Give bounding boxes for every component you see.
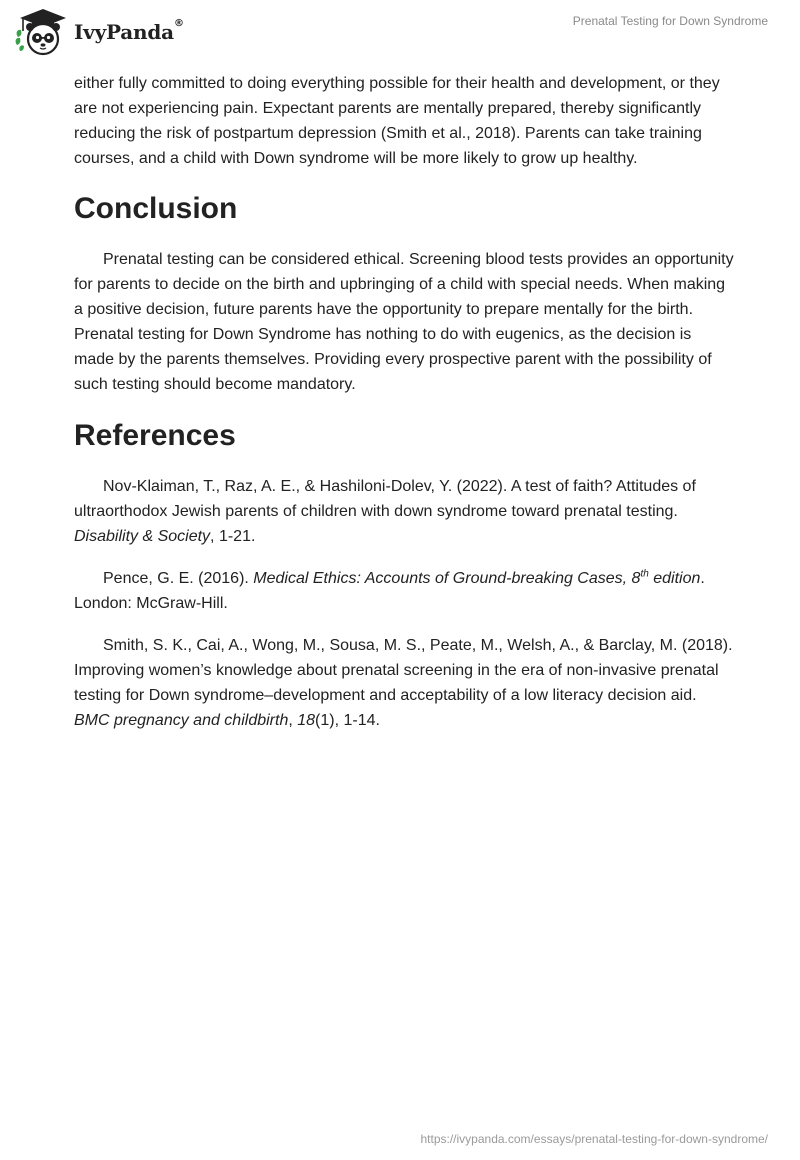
reference-item: [74, 633, 734, 733]
reference-rest: (1), 1-14.: [315, 712, 380, 729]
intro-paragraph: either fully committed to doing everything possible for their health and development, or they are not experiencing pain. Expectant parents are mentally prepared, thereby significantly reducing the risk of postpartum depression (Smith et al., 2018). Parents can take training courses, and a child with Down syndrome will be more likely to grow up healthy.: [74, 75, 720, 167]
conclusion-heading: Conclusion: [74, 192, 238, 225]
logo-wordmark: IvyPanda®: [74, 18, 184, 44]
reference-rest: . London: McGraw-Hill.: [74, 570, 705, 612]
reference-volume: 18: [297, 712, 316, 729]
reference-superscript: th: [640, 568, 649, 580]
references-heading: References: [74, 419, 236, 452]
reference-rest: , 1-21.: [210, 528, 256, 545]
reference-source: Medical Ethics: Accounts of Ground-breaking Cases, 8: [253, 570, 641, 587]
ivypanda-logo[interactable]: [14, 7, 184, 57]
reference-item: [74, 474, 734, 549]
registered-mark: ®: [173, 18, 184, 29]
reference-source: BMC pregnancy and childbirth: [74, 712, 289, 729]
reference-source-tail: edition: [648, 570, 701, 587]
page-header: [0, 0, 800, 60]
conclusion-paragraph: Prenatal testing can be considered ethical. Screening blood tests provides an opportunity for parents to decide on the birth and upbringing of a child with special needs. When making a positive decision, future parents have the opportunity to prepare mentally for the birth. Prenatal testing for Down Syndrome has nothing to do with eugenics, as the decision is made by the parents themselves. Providing every prospective parent with the possibility of such testing should become mandatory.: [74, 251, 734, 393]
essay-content: [74, 71, 734, 750]
reference-item: [74, 566, 734, 616]
panda-graduate-icon: [14, 7, 72, 57]
reference-authors: Smith, S. K., Cai, A., Wong, M., Sousa, M. S., Peate, M., Welsh, A., & Barclay, M. (2018). Improving women’s knowledge about prenatal screening in the era of non-invasive prenatal testing for Down syndrome–development and acceptability of a low literacy decision aid.: [74, 637, 733, 704]
reference-authors: Pence, G. E. (2016).: [103, 570, 254, 587]
running-title: Prenatal Testing for Down Syndrome: [572, 14, 768, 28]
source-url-link[interactable]: https://ivypanda.com/essays/prenatal-testing-for-down-syndrome/: [420, 1132, 768, 1146]
reference-source: Disability & Society: [74, 528, 211, 545]
reference-authors: Nov-Klaiman, T., Raz, A. E., & Hashiloni-Dolev, Y. (2022). A test of faith? Attitudes of ultraorthodox Jewish parents of children with down syndrome toward prenatal testing.: [74, 478, 696, 520]
reference-separator: ,: [288, 712, 298, 729]
